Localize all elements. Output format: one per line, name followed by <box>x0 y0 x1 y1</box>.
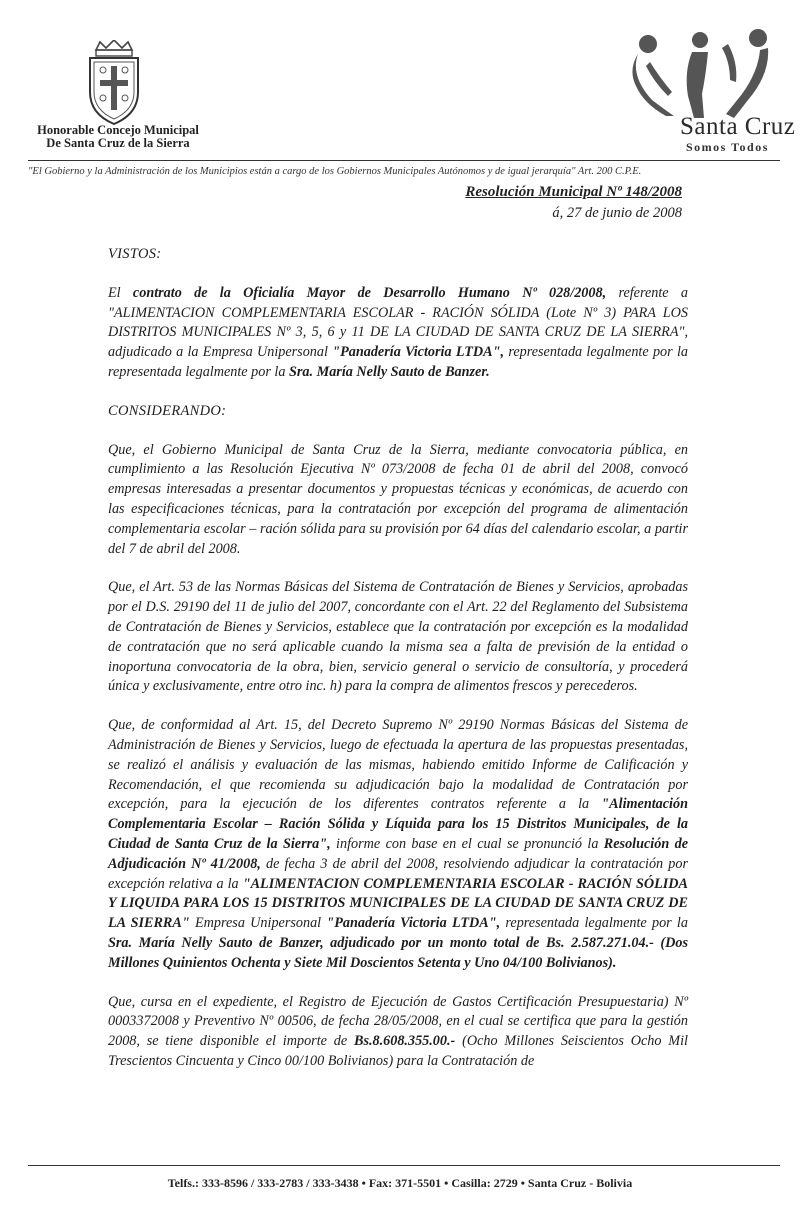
footer-contact: Telfs.: 333-8596 / 333-2783 / 333-3438 • Fax: 371-5501 • Casilla: 2729 • Santa Cruz - Bolivia <box>167 1176 633 1190</box>
considerando-paragraph-1: Que, el Gobierno Municipal de Santa Cruz de la Sierra, mediante convocatoria pública, en cumplimiento a las Resolución Ejecutiva Nº 073/2008 de fecha 01 de abril del 2008, convocó empresas interesadas a presentar documentos y propuestas técnicas y económicas, de acuerdo con las especificaciones técnicas, para la contratación por excepción del programa de alimentación complementaria escolar – ración sólida para su provisión por 64 días del calendario escolar, a partir del 7 de abril del 2008. <box>108 441 688 557</box>
p3-amount: Sra. María Nelly Sauto de Banzer, adjudicado por un monto total de Bs. 2.587.271.04.- (Dos Millones Quinientos Ochenta y Siete Mil Doscientos Setenta y Uno 04/100 Bolivianos). <box>108 934 688 971</box>
p3-company-name: "Panadería Victoria LTDA", <box>326 915 501 932</box>
vistos-company-name: "Panadería Victoria LTDA", <box>332 344 505 361</box>
coat-of-arms-icon <box>82 40 146 126</box>
p3-program-title-caps: "ALIMENTACION COMPLEMENTARIA ESCOLAR - RACIÓN SÓLIDA Y LIQUIDA PARA LOS 15 DISTRITOS MUNICIPALES DE LA CIUDAD DE SANTA CRUZ DE LA SIERRA" <box>108 875 688 932</box>
p4-text-1: Que, cursa en el expediente, el Registro de Ejecución de Gastos Certificación Presupuestaria) Nº 0003372008 y Preventivo Nº 00506, de fecha 28/05/2008, en el cual se certifica que para la gestión 2008, se tiene disponible el importe de <box>108 993 688 1050</box>
header-divider <box>28 160 780 161</box>
vistos-label: VISTOS: <box>108 246 162 262</box>
considerando-paragraph-3 <box>108 716 688 973</box>
resolution-title: Resolución Municipal Nº 148/2008 <box>465 184 682 200</box>
considerando-label: CONSIDERANDO: <box>108 402 227 419</box>
considerando-paragraph-2: Que, el Art. 53 de las Normas Básicas del Sistema de Contratación de Bienes y Servicios, aprobadas por el D.S. 29190 del 11 de julio del 2007, concordante con el Art. 22 del Reglamento del Subsistema de Contratación de Bienes y Servicios, establece que la contratación por excepción es la modalidad de contratación que no será aplicable cuando la misma sea a falta de previsión de la entidad o inoportuna convocatoria de la obra, bien, servicio general o servicio de consultoría, y procederá única y exclusivamente, entre otro inc. h) para la compra de alimentos frescos y perecederos. <box>108 579 688 695</box>
p3-program-title: "Alimentación Complementaria Escolar – Ración Sólida y Líquida para los 15 Distritos Municipales, de la Ciudad de Santa Cruz de la Sierra", <box>108 796 688 852</box>
considerando-paragraph-4 <box>108 993 688 1072</box>
p3-text-4: Empresa Unipersonal <box>189 915 327 932</box>
constitution-quote: "El Gobierno y la Administración de los Municipios están a cargo de los Gobiernos Municipales Autónomos y de igual jerarquía" Art. 200 C.P.E. <box>28 166 642 177</box>
p3-text-5: representada legalmente por la <box>500 915 688 932</box>
vistos-contract-ref: contrato de la Oficialía Mayor de Desarrollo Humano Nº 028/2008, <box>132 284 607 301</box>
vistos-program-title: "ALIMENTACION COMPLEMENTARIA ESCOLAR - RACIÓN SÓLIDA (Lote Nº 3) PARA LOS DISTRITOS MUNICIPALES Nº 3, 5, 6 y 11 DE LA CIUDAD DE SANTA CRUZ DE LA SIERRA", <box>108 304 688 341</box>
p4-text-2: (Ocho Millones Seiscientos Ocho Mil Trescientos Cincuenta y Cinco 00/100 Bolivianos) para la Contratación de <box>108 1033 688 1069</box>
p3-text-1: Que, de conformidad al Art. 15, del Decreto Supremo Nº 29190 Normas Básicas del Sistema de Administración de Bienes y Servicios, luego de efectuada la apertura de las propuestas presentadas, se realizó el análisis y evaluación de las mismas, habiendo emitido Informe de Calificación y Recomendación, el que recomienda su adjudicación bajo la modalidad de Contratación por excepción, para la ejecución de los diferentes contratos referente a la <box>108 717 688 813</box>
p3-adjudication-ref: Resolución de Adjudicación Nº 41/2008, <box>108 835 688 872</box>
vistos-text-1: El <box>108 284 133 301</box>
p4-amount: Bs.8.608.355.00.- <box>353 1033 456 1050</box>
logo-title: Santa Cruz <box>680 113 796 140</box>
document-body <box>108 245 688 1089</box>
council-line-1: Honorable Concejo Municipal <box>37 123 199 137</box>
p3-text-3: de fecha 3 de abril del 2008, resolviendo adjudicar la contratación por excepción relativa a la <box>108 855 688 892</box>
vistos-paragraph <box>108 284 688 383</box>
vistos-text-3: adjudicado a la Empresa Unipersonal <box>108 344 333 361</box>
footer-divider <box>28 1165 780 1166</box>
logo-subtitle: Somos Todos <box>686 140 769 154</box>
council-line-2: De Santa Cruz de la Sierra <box>46 136 190 150</box>
resolution-date: á, 27 de junio de 2008 <box>552 205 682 221</box>
vistos-representative: Sra. María Nelly Sauto de Banzer. <box>289 363 490 380</box>
p3-text-2: informe con base en el cual se pronunció la <box>330 835 604 852</box>
vistos-text-2: referente a <box>606 284 688 301</box>
council-name <box>18 124 218 150</box>
vistos-text-4: representada legalmente por la representada legalmente por la <box>108 344 688 380</box>
